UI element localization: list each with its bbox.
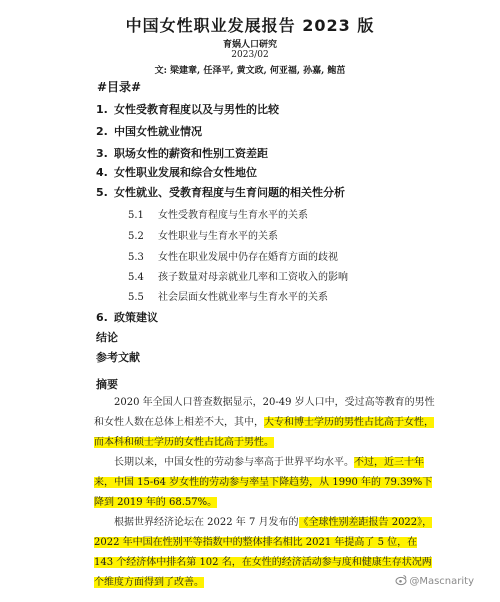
toc-item-label: 中国女性就业情况 xyxy=(114,125,202,138)
toc-subitem xyxy=(128,248,338,263)
toc-item-number: 6. xyxy=(96,311,108,324)
toc-subitem-number: 5.4 xyxy=(128,272,144,283)
toc-item-number: 2. xyxy=(96,125,108,138)
toc-item-number: 1. xyxy=(96,103,108,116)
highlighted-text: 不过，近三十年来，中国 15-64 岁女性的劳动参与率呈下降趋势，从 1990 年的 79.39%下降到 2019 年的 68.57%。 xyxy=(94,457,433,508)
paragraph-text: 2020 年全国人口普查数据显示，20-49 岁人口中，受过高等教育的男性和女性人数在总体上相差不大，其中， xyxy=(94,397,435,428)
toc-item-label: 职场女性的薪资和性别工资差距 xyxy=(114,147,268,160)
toc-item xyxy=(96,123,202,139)
toc-subitem xyxy=(128,227,278,242)
watermark-text: @Mascnarity xyxy=(409,576,474,587)
abstract-heading: 摘要 xyxy=(96,378,118,391)
toc-item xyxy=(96,184,345,200)
toc-heading: #目录# xyxy=(97,80,142,94)
toc-item xyxy=(96,101,279,117)
watermark xyxy=(395,574,474,587)
toc-subitem-number: 5.5 xyxy=(128,292,144,303)
toc-subitem-number: 5.1 xyxy=(128,210,144,221)
toc-subitem-label: 女性在职业发展中仍存在婚育方面的歧视 xyxy=(158,252,338,263)
toc-item xyxy=(96,145,268,161)
toc-item-label: 政策建议 xyxy=(114,311,158,324)
highlighted-text: 《全球性别差距报告 2022》，2022 年中国在性别平等指数中的整体排名相比 2021 年提高了 5 位，在 143 个经济体中排名第 102 名，在女性的经济活动参与度和健康生存状况两个维度方面得到了改善。 xyxy=(94,517,433,588)
toc-item-label: 女性职业发展和综合女性地位 xyxy=(114,166,257,179)
toc-subitem xyxy=(128,288,328,303)
paragraph-text: 根据世界经济论坛在 2022 年 7 月发布的 xyxy=(114,517,299,528)
toc-subitem-label: 社会层面女性就业率与生育水平的关系 xyxy=(158,292,328,303)
toc-item-label: 女性受教育程度以及与男性的比较 xyxy=(114,103,279,116)
report-date: 2023/02 xyxy=(231,50,269,60)
authors-line: 文: 梁建章, 任泽平, 黄文政, 何亚福, 孙嘉, 鲍茁 xyxy=(154,66,346,76)
toc-item-number: 5. xyxy=(96,186,108,199)
report-title: 中国女性职业发展报告 2023 版 xyxy=(125,16,375,35)
toc-subitem-number: 5.2 xyxy=(128,231,144,242)
toc-subitem-number: 5.3 xyxy=(128,252,144,263)
abstract-paragraph-2 xyxy=(94,453,436,513)
toc-subitem xyxy=(128,206,308,221)
toc-subitem xyxy=(128,268,348,283)
toc-item-policy xyxy=(96,309,158,325)
toc-references: 参考文献 xyxy=(96,351,140,364)
toc-conclusion: 结论 xyxy=(96,331,118,344)
toc-subitem-label: 女性职业与生育水平的关系 xyxy=(158,231,278,242)
highlighted-text: 大专和博士学历的男性占比高于女性，而本科和硕士学历的女性占比高于男性。 xyxy=(94,417,434,448)
toc-item-number: 4. xyxy=(96,166,108,179)
toc-subitem-label: 女性受教育程度与生育水平的关系 xyxy=(158,210,308,221)
abstract-paragraph-3 xyxy=(94,513,436,593)
weibo-logo-icon xyxy=(395,574,407,586)
toc-item xyxy=(96,164,257,180)
abstract-paragraph-1 xyxy=(94,393,436,453)
organization: 育娲人口研究 xyxy=(222,40,277,50)
toc-item-label: 女性就业、受教育程度与生育问题的相关性分析 xyxy=(114,186,345,199)
toc-item-number: 3. xyxy=(96,147,108,160)
paragraph-text: 长期以来，中国女性的劳动参与率高于世界平均水平。 xyxy=(114,457,354,468)
toc-subitem-label: 孩子数量对母亲就业几率和工资收入的影响 xyxy=(158,272,348,283)
